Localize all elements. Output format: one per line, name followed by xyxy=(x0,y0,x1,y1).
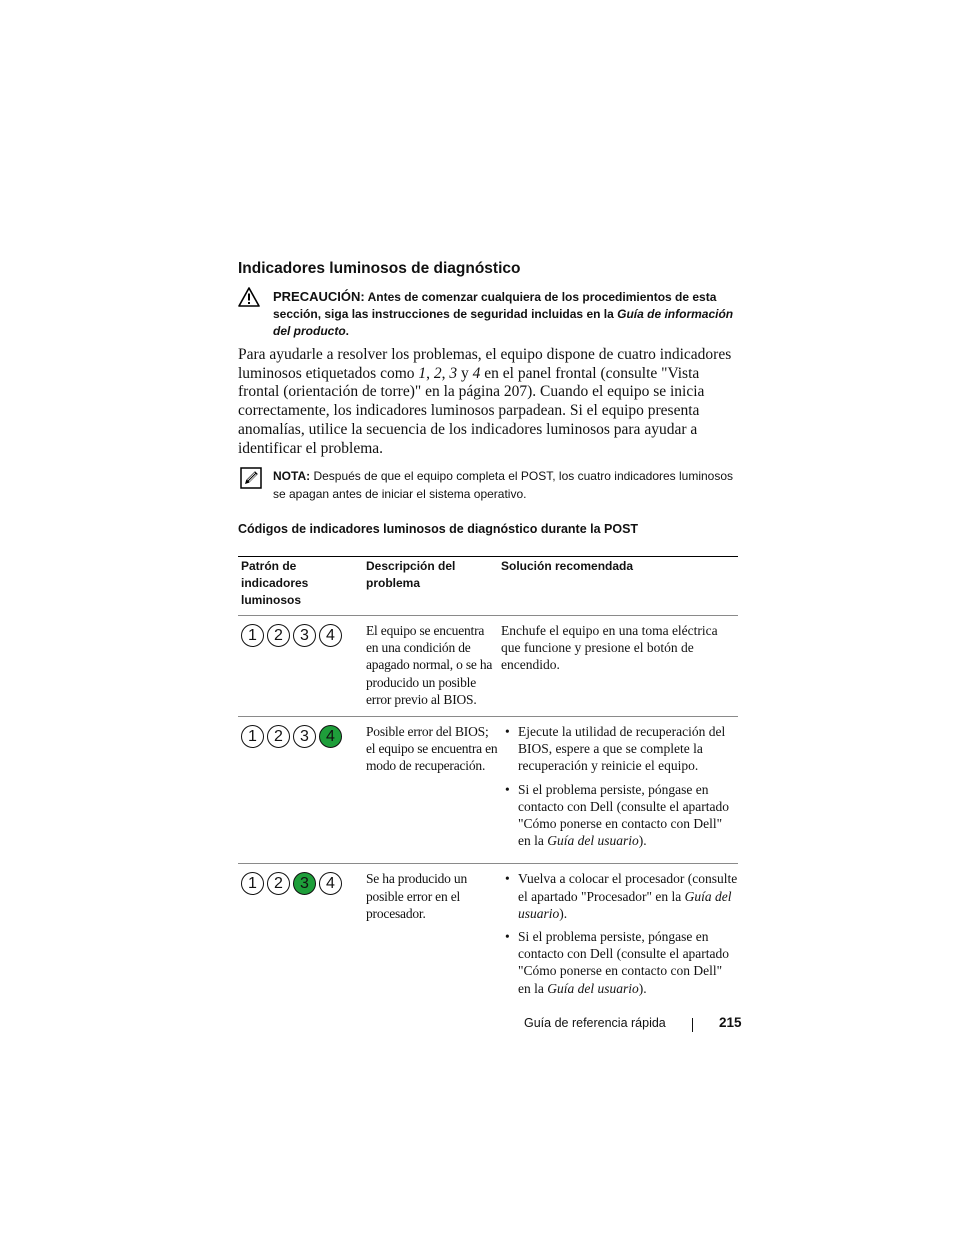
diagnostic-light-1: 1 xyxy=(241,624,264,647)
header-pattern: Patrón de indicadores luminosos xyxy=(241,559,309,607)
list-item: • Ejecute la utilidad de recuperación del BIOS, espere a que se complete la recuperación y reinicie el equipo. xyxy=(501,723,738,775)
diagnostic-light-1: 1 xyxy=(241,872,264,895)
page-number: 215 xyxy=(719,1015,742,1030)
section-heading: Indicadores luminosos de diagnóstico xyxy=(238,260,521,277)
problem-description: El equipo se encuentra en una condición de apagado normal, o se ha producido un posible error previo al BIOS. xyxy=(366,623,493,707)
caution-doc-title: Guía de información del producto xyxy=(273,307,734,338)
diagnostic-light-2: 2 xyxy=(267,624,290,647)
diagnostic-light-4: 4 xyxy=(319,624,342,647)
diagnostic-lights-table xyxy=(238,556,738,1011)
table-header-row xyxy=(238,557,738,616)
diagnostic-light-4: 4 xyxy=(319,725,342,748)
problem-description: Se ha producido un posible error en el procesador. xyxy=(366,871,468,921)
list-item: • Si el problema persiste, póngase en contacto con Dell (consulte el apartado "Cómo ponerse en contacto con Dell" en la Guía del usuario). xyxy=(501,928,738,997)
table-row xyxy=(238,864,738,1010)
footer-doc-title: Guía de referencia rápida xyxy=(524,1016,666,1030)
diagnostic-light-3: 3 xyxy=(293,725,316,748)
recommended-solution: Enchufe el equipo en una toma eléctrica que funcione y presione el botón de encendido. xyxy=(501,623,718,673)
header-solution: Solución recomendada xyxy=(501,559,634,573)
recommended-solution xyxy=(498,870,738,1002)
footer-divider xyxy=(692,1018,693,1032)
header-description: Descripción del problema xyxy=(366,559,456,590)
diagnostic-light-1: 1 xyxy=(241,725,264,748)
problem-description: Posible error del BIOS; el equipo se encuentra en modo de recuperación. xyxy=(366,724,498,774)
caution-notice: PRECAUCIÓN: Antes de comenzar cualquiera de los procedimientos de esta sección, siga las instrucciones de seguridad incluidas en la Guía de información del producto. xyxy=(273,289,734,338)
warning-triangle-icon xyxy=(238,287,260,307)
diagnostic-light-4: 4 xyxy=(319,872,342,895)
diagnostic-light-3: 3 xyxy=(293,872,316,895)
intro-paragraph: Para ayudarle a resolver los problemas, el equipo dispone de cuatro indicadores luminosos etiquetados como 1, 2, 3 y 4 en el panel frontal (consulte "Vista frontal (orientación de torre)" en la página 207). Cuando el equipo se inicia correctamente, los indicadores luminosos parpadean. Si el equipo presenta anomalías, utilice la secuencia de los indicadores luminosos para ayudar a identificar el problema. xyxy=(238,346,732,457)
diagnostic-light-3: 3 xyxy=(293,624,316,647)
list-item: • Si el problema persiste, póngase en contacto con Dell (consulte el apartado "Cómo ponerse en contacto con Dell" en la Guía del usuario). xyxy=(501,781,738,850)
note-label: NOTA: xyxy=(273,469,311,483)
diagnostic-light-2: 2 xyxy=(267,725,290,748)
caution-text: Antes de comenzar cualquiera de los procedimientos de esta sección, siga las instrucciones de seguridad incluidas en la xyxy=(273,290,717,321)
diagnostic-light-2: 2 xyxy=(267,872,290,895)
list-item: • Vuelva a colocar el procesador (consulte el apartado "Procesador" en la Guía del usuario). xyxy=(501,870,738,922)
light-pattern xyxy=(241,870,363,895)
note-text: Después de que el equipo completa el POST, los cuatro indicadores luminosos se apagan antes de iniciar el sistema operativo. xyxy=(273,469,734,501)
table-row xyxy=(238,717,738,864)
caution-label: PRECAUCIÓN: xyxy=(273,289,365,304)
pencil-note-icon xyxy=(240,467,262,489)
table-row xyxy=(238,616,738,717)
recommended-solution xyxy=(498,723,738,855)
light-pattern xyxy=(241,622,363,647)
note-notice xyxy=(273,467,743,503)
table-title: Códigos de indicadores luminosos de diagnóstico durante la POST xyxy=(238,522,639,536)
light-pattern xyxy=(241,723,363,748)
